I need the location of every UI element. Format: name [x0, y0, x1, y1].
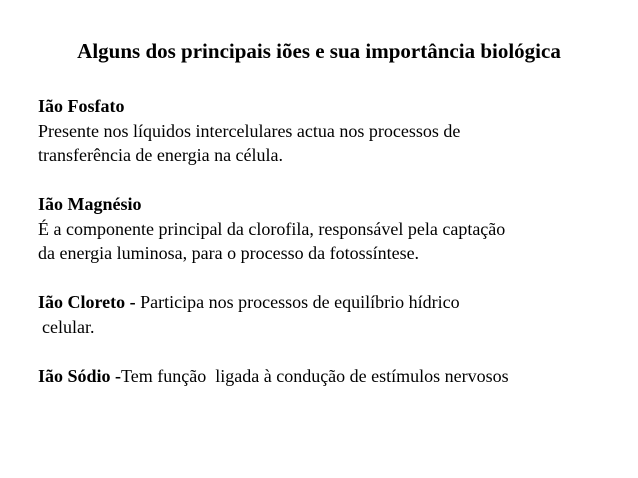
- slide-content: [38, 94, 630, 413]
- section-sodio: [38, 364, 630, 389]
- section-cloreto: [38, 290, 630, 339]
- cloreto-text-line-2: celular.: [42, 316, 95, 337]
- magnesio-text-line-2: da energia luminosa, para o processo da fotossíntese.: [38, 243, 420, 263]
- magnesio-heading: Ião Magnésio: [38, 194, 142, 214]
- cloreto-heading: Ião Cloreto -: [38, 292, 136, 312]
- fosfato-heading: Ião Fosfato: [38, 96, 125, 116]
- magnesio-text-line-1: É a componente principal da clorofila, responsável pela captação: [38, 218, 506, 239]
- fosfato-text-line-1: Presente nos líquidos intercelulares actua nos processos de: [38, 120, 461, 141]
- sodio-text-line-1: Tem função ligada à condução de estímulos nervosos: [121, 365, 509, 386]
- cloreto-line-1: [38, 290, 630, 315]
- sodio-heading: Ião Sódio -: [38, 365, 122, 386]
- slide-title: Alguns dos principais iões e sua importância biológica: [77, 39, 561, 63]
- section-magnesio: [38, 192, 630, 266]
- cloreto-text-line-1: Participa nos processos de equilíbrio hídrico: [135, 292, 460, 312]
- sodio-line-1: [38, 364, 630, 389]
- fosfato-text-line-2: transferência de energia na célula.: [38, 145, 284, 165]
- section-fosfato: [38, 94, 630, 168]
